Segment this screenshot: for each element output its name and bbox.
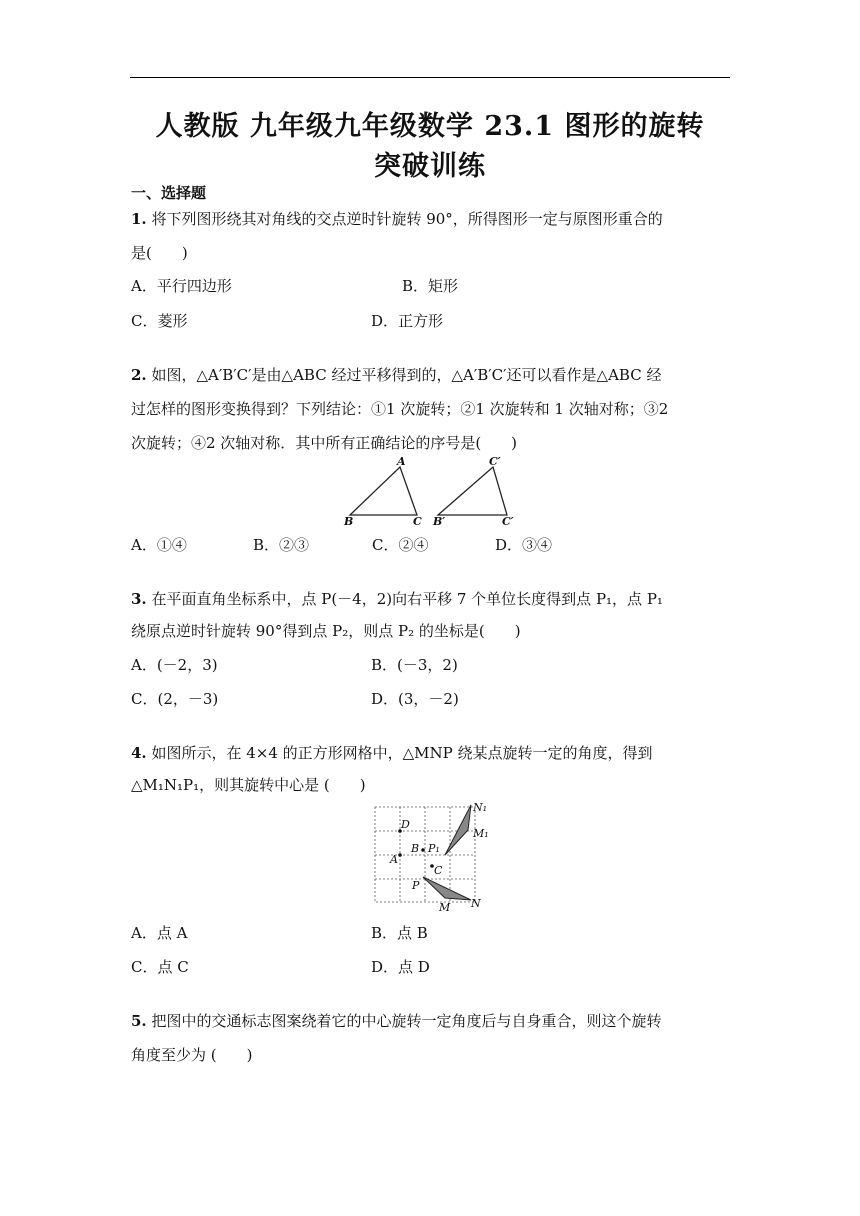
q1-option-b[interactable]: B．矩形 bbox=[402, 277, 459, 295]
q4-option-d[interactable]: D．点 D bbox=[371, 958, 430, 976]
q4-grid-figure bbox=[365, 800, 495, 915]
triangle-m1n1p1 bbox=[445, 805, 471, 855]
header-rule bbox=[130, 77, 730, 78]
label-c: C bbox=[434, 864, 443, 877]
q1-option-d[interactable]: D．正方形 bbox=[371, 312, 444, 330]
q3-option-a[interactable]: A．(－2，3) bbox=[131, 656, 218, 674]
q5-text-1: 把图中的交通标志图案绕着它的中心旋转一定角度后与自身重合，则这个旋转 bbox=[151, 1012, 662, 1030]
q5-line-1 bbox=[131, 1011, 661, 1031]
label-d: D bbox=[401, 818, 410, 831]
page-subtitle: 突破训练 bbox=[374, 151, 486, 182]
q1-option-c[interactable]: C．菱形 bbox=[131, 312, 188, 330]
section-heading: 一、选择题 bbox=[131, 184, 207, 202]
q2-line-1 bbox=[131, 365, 661, 385]
q3-line-2: 绕原点逆时针旋转 90°得到点 P₂，则点 P₂ 的坐标是( ) bbox=[131, 622, 521, 640]
q1-line-1 bbox=[131, 209, 663, 229]
q4-text-1: 如图所示，在 4×4 的正方形网格中，△MNP 绕某点旋转一定的角度，得到 bbox=[151, 744, 653, 762]
q2-number: 2. bbox=[131, 366, 147, 384]
label-p: P bbox=[412, 879, 420, 892]
q3-number: 3. bbox=[131, 590, 147, 608]
q2-option-b[interactable]: B．②③ bbox=[253, 536, 310, 554]
q5-number: 5. bbox=[131, 1012, 147, 1030]
q4-line-1 bbox=[131, 743, 653, 763]
q2-option-a[interactable]: A．①④ bbox=[131, 536, 187, 554]
label-a: A bbox=[397, 455, 406, 468]
q4-option-a[interactable]: A．点 A bbox=[131, 924, 188, 942]
label-n: N bbox=[471, 897, 481, 910]
label-n1: N₁ bbox=[473, 801, 488, 814]
q2-triangles-figure bbox=[340, 455, 525, 530]
triangle-mnp bbox=[423, 877, 471, 900]
label-c-prime: C′ bbox=[502, 515, 514, 528]
q1-text-1: 将下列图形绕其对角线的交点逆时针旋转 90°，所得图形一定与原图形重合的 bbox=[151, 210, 663, 228]
q2-line-2: 过怎样的图形变换得到？下列结论：①1 次旋转；②1 次旋转和 1 次轴对称；③2 bbox=[131, 400, 669, 418]
q5-line-2: 角度至少为 ( ) bbox=[131, 1046, 253, 1064]
label-a-prime: C′ bbox=[489, 455, 501, 468]
q4-option-c[interactable]: C．点 C bbox=[131, 958, 189, 976]
q1-option-a[interactable]: A．平行四边形 bbox=[131, 277, 232, 295]
label-b-prime: B′ bbox=[433, 515, 446, 528]
q3-option-c[interactable]: C．(2，－3) bbox=[131, 690, 219, 708]
q2-option-c[interactable]: C．②④ bbox=[372, 536, 429, 554]
label-c: C bbox=[413, 515, 422, 528]
label-m1: M₁ bbox=[473, 827, 489, 840]
q4-option-b[interactable]: B．点 B bbox=[371, 924, 428, 942]
triangle-abc bbox=[350, 467, 417, 515]
q1-number: 1. bbox=[131, 210, 147, 228]
label-b: B bbox=[411, 842, 420, 855]
q1-line-2: 是( ) bbox=[131, 244, 188, 262]
q2-text-1: 如图，△A′B′C′是由△ABC 经过平移得到的，△A′B′C′还可以看作是△ABC 经 bbox=[151, 366, 662, 384]
q3-text-1: 在平面直角坐标系中，点 P(－4，2)向右平移 7 个单位长度得到点 P₁，点 P₁ bbox=[151, 590, 663, 608]
label-p1: P₁ bbox=[428, 842, 440, 855]
q4-line-2: △M₁N₁P₁，则其旋转中心是 ( ) bbox=[131, 776, 366, 794]
q3-line-1 bbox=[131, 589, 663, 609]
triangle-a1b1c1 bbox=[438, 467, 507, 515]
q2-line-3: 次旋转；④2 次轴对称．其中所有正确结论的序号是( ) bbox=[131, 434, 518, 452]
label-a: A bbox=[390, 853, 398, 866]
q3-option-b[interactable]: B．(－3，2) bbox=[371, 656, 458, 674]
page-title: 人教版 九年级九年级数学 23.1 图形的旋转 bbox=[155, 111, 705, 142]
label-b: B bbox=[344, 515, 354, 528]
q3-option-d[interactable]: D．(3，－2) bbox=[371, 690, 459, 708]
label-m: M bbox=[439, 901, 451, 914]
q2-option-d[interactable]: D．③④ bbox=[495, 536, 553, 554]
q4-number: 4. bbox=[131, 744, 147, 762]
